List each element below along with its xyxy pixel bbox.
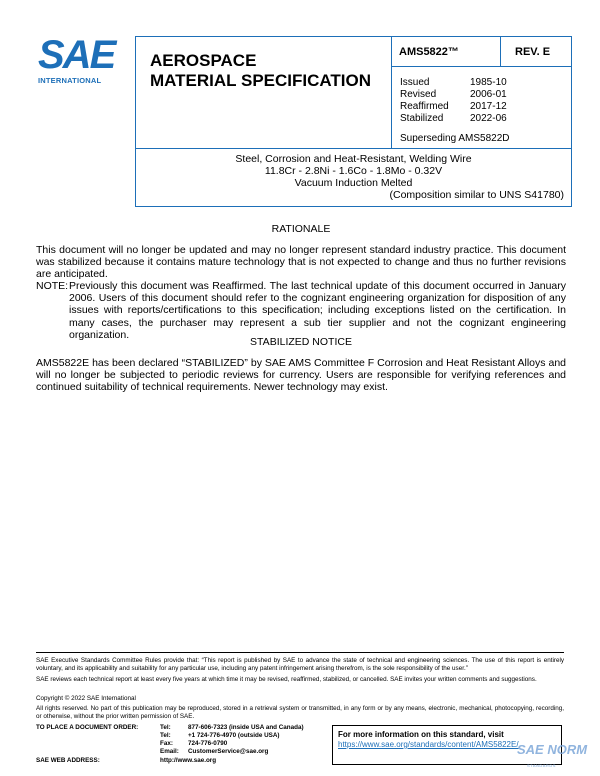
date-label: Reaffirmed xyxy=(400,101,449,112)
page-title xyxy=(150,51,371,91)
footer-copyright: Copyright © 2022 SAE International xyxy=(36,695,136,702)
info-title: For more information on this standard, visit xyxy=(338,730,504,739)
web-address-row xyxy=(36,757,217,764)
contact-value[interactable]: 877-606-7323 (inside USA and Canada) xyxy=(188,724,304,731)
contact-label: Email: xyxy=(160,748,179,755)
revision: REV. E xyxy=(501,37,571,67)
date-value: 2006-01 xyxy=(470,89,507,100)
stabilized-text: AMS5822E has been declared “STABILIZED” by SAE AMS Committee F Corrosion and Heat Resistant Alloys and will no longer be subjected to periodic reviews for currency. Users are responsible for verifying references and continued suitability of technical requirements. Newer technology may exist. xyxy=(36,357,566,394)
date-value: 1985-10 xyxy=(470,77,507,88)
logo-brand: SAE xyxy=(38,33,115,77)
date-row xyxy=(400,113,507,125)
date-label: Stabilized xyxy=(400,113,444,124)
title-line-2: MATERIAL SPECIFICATION xyxy=(150,71,371,90)
footer-divider xyxy=(36,652,564,653)
date-list xyxy=(400,77,507,125)
footer-rules-text: SAE Executive Standards Committee Rules provide that: “This report is published by SAE to advance the state of technical and engineering sciences. The use of this report is entirely voluntary, and its applicability and suitability for any particular use, including any patent infringement arising therefrom, is the sole responsibility of the user.” xyxy=(36,657,564,672)
standard-link[interactable]: https://www.sae.org/standards/content/AMS5822E/ xyxy=(338,740,519,749)
subject-line-3: Vacuum Induction Melted xyxy=(294,177,413,189)
footer-rights-text: All rights reserved. No part of this publication may be reproduced, stored in a retrieval system or transmitted, in any form or by any means, electronic, mechanical, photocopying, recording, or otherwise, without the prior written permission of SAE. xyxy=(36,705,564,720)
footer-review-text: SAE reviews each technical report at least every five years at which time it may be revised, reaffirmed, stabilized, or cancelled. SAE invites your written comments and suggestions. xyxy=(36,676,537,683)
subject-line-2: 11.8Cr - 2.8Ni - 1.6Co - 1.8Mo - 0.32V xyxy=(264,165,443,177)
web-label: SAE WEB ADDRESS: xyxy=(36,757,100,764)
date-label: Issued xyxy=(400,77,430,88)
note-label: NOTE: xyxy=(36,280,69,292)
contact-value[interactable]: +1 724-776-4970 (outside USA) xyxy=(188,732,280,739)
order-label: TO PLACE A DOCUMENT ORDER: xyxy=(36,724,139,731)
superseding: Superseding AMS5822D xyxy=(400,133,510,144)
date-value: 2017-12 xyxy=(470,101,507,112)
title-line-1: AEROSPACE xyxy=(150,51,257,70)
date-value: 2022-06 xyxy=(470,113,507,124)
date-row xyxy=(400,89,507,101)
watermark: SAE NORM xyxy=(517,742,588,757)
watermark-sub: STANDARDS xyxy=(527,763,556,768)
date-row xyxy=(400,101,507,113)
note-block xyxy=(36,280,566,341)
contact-email[interactable]: CustomerService@sae.org xyxy=(188,748,269,755)
logo-sub: INTERNATIONAL xyxy=(38,76,102,85)
stabilized-heading: STABILIZED NOTICE xyxy=(250,336,352,348)
subject-cell xyxy=(136,148,571,206)
contact-label: Tel: xyxy=(160,724,171,731)
header-title-cell xyxy=(136,37,392,148)
rationale-heading: RATIONALE xyxy=(271,223,331,235)
contact-label: Fax: xyxy=(160,740,173,747)
subject-line-4: (Composition similar to UNS S41780) xyxy=(389,189,564,201)
doc-number: AMS5822™ xyxy=(392,37,501,67)
contact-label: Tel: xyxy=(160,732,171,739)
sae-logo xyxy=(38,33,120,86)
subject-line-1: Steel, Corrosion and Heat-Resistant, Welding Wire xyxy=(235,153,472,165)
note-text: Previously this document was Reaffirmed. The last technical update of this document occurred in January 2006. Users of this document should refer to the cognizant engineering organization for disposition of any issues with reports/certifications to this specification; including exceptions listed on the certification. In many cases, the purchaser may represent a sub tier supplier and not the cognizant engineering organization. xyxy=(69,280,566,341)
date-row xyxy=(400,77,507,89)
rationale-text: This document will no longer be updated and may no longer represent standard industry practice. This document was stabilized because it contains mature technology that is not expected to change and thus no further revisions are anticipated. xyxy=(36,244,566,281)
web-link[interactable]: http://www.sae.org xyxy=(160,757,217,764)
date-label: Revised xyxy=(400,89,437,100)
contact-value[interactable]: 724-776-0790 xyxy=(188,740,228,747)
header-box xyxy=(135,36,572,207)
